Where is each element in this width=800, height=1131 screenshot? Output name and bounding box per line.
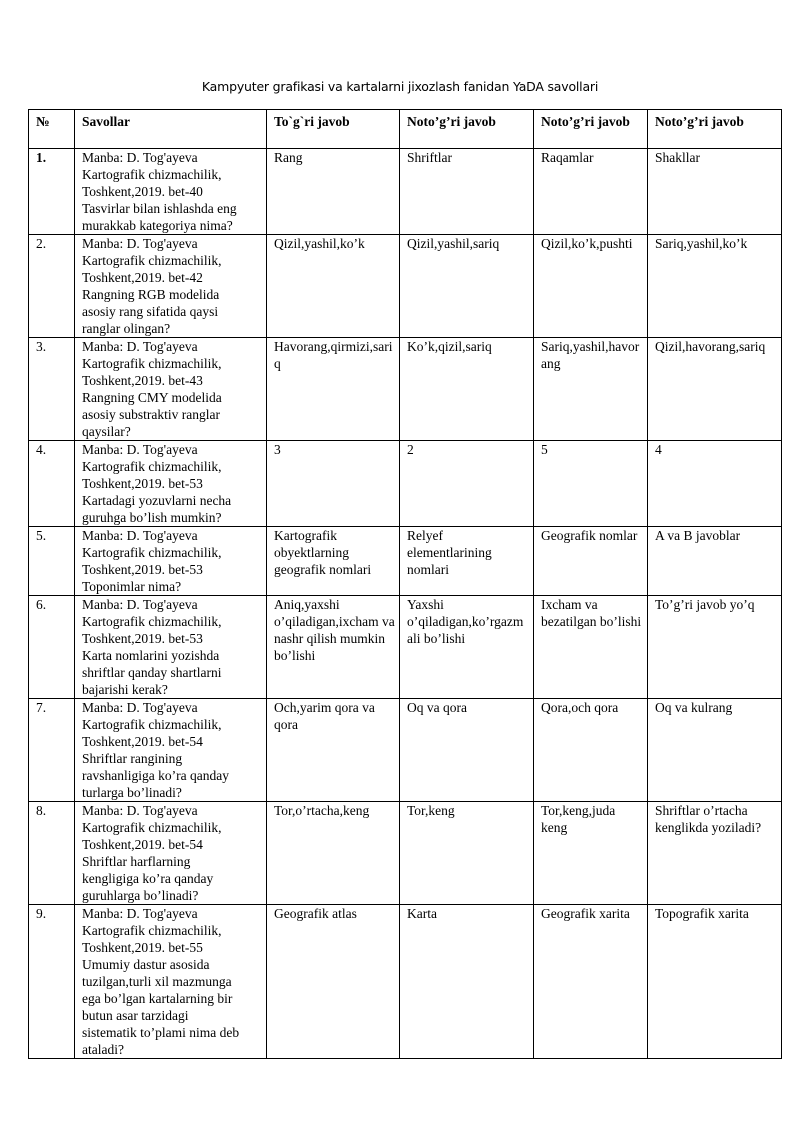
table-row xyxy=(29,235,782,338)
question-line: ataladi? xyxy=(82,1042,124,1057)
question-number: 3. xyxy=(29,338,75,441)
correct-answer: Qizil,yashil,ko’k xyxy=(267,235,400,338)
question-text xyxy=(75,441,267,527)
question-line: asosiy substraktiv ranglar xyxy=(82,407,220,422)
question-text xyxy=(75,905,267,1059)
question-text xyxy=(75,235,267,338)
wrong-answer-2: Raqamlar xyxy=(534,149,648,235)
correct-answer: Tor,o’rtacha,keng xyxy=(267,802,400,905)
question-line: Shriftlar harflarning xyxy=(82,854,191,869)
wrong-answer-2: Geografik xarita xyxy=(534,905,648,1059)
header-wrong-answer-1: Noto’g’ri javob xyxy=(400,110,534,149)
wrong-answer-1: Oq va qora xyxy=(400,699,534,802)
question-number: 8. xyxy=(29,802,75,905)
question-line: Toshkent,2019. bet-54 xyxy=(82,734,203,749)
question-line: kengligiga ko’ra qanday xyxy=(82,871,214,886)
wrong-answer-3: Topografik xarita xyxy=(648,905,782,1059)
question-number: 1. xyxy=(29,149,75,235)
question-line: turlarga bo’linadi? xyxy=(82,785,182,800)
table-row xyxy=(29,802,782,905)
wrong-answer-1: Tor,keng xyxy=(400,802,534,905)
wrong-answer-2: Geografik nomlar xyxy=(534,527,648,596)
question-line: Kartadagi yozuvlarni necha xyxy=(82,493,232,508)
question-line: Karta nomlarini yozishda xyxy=(82,648,220,663)
wrong-answer-3: Shakllar xyxy=(648,149,782,235)
question-text xyxy=(75,802,267,905)
question-line: Kartografik chizmachilik, xyxy=(82,923,222,938)
wrong-answer-2: Qizil,ko’k,pushti xyxy=(534,235,648,338)
header-number: № xyxy=(29,110,75,149)
table-header-row xyxy=(29,110,782,149)
question-line: Umumiy dastur asosida xyxy=(82,957,210,972)
wrong-answer-2: Qora,och qora xyxy=(534,699,648,802)
table-row xyxy=(29,149,782,235)
question-line: Kartografik chizmachilik, xyxy=(82,253,222,268)
wrong-answer-1: Relyef elementlarining nomlari xyxy=(400,527,534,596)
question-line: Toshkent,2019. bet-54 xyxy=(82,837,203,852)
correct-answer: Geografik atlas xyxy=(267,905,400,1059)
table-row xyxy=(29,699,782,802)
question-line: Manba: D. Tog'ayeva xyxy=(82,150,198,165)
question-line: Manba: D. Tog'ayeva xyxy=(82,442,198,457)
question-number: 9. xyxy=(29,905,75,1059)
question-text xyxy=(75,699,267,802)
question-line: Kartografik chizmachilik, xyxy=(82,459,222,474)
table-row xyxy=(29,905,782,1059)
question-line: Manba: D. Tog'ayeva xyxy=(82,803,198,818)
correct-answer: Och,yarim qora va qora xyxy=(267,699,400,802)
question-line: Rangning CMY modelida xyxy=(82,390,222,405)
wrong-answer-3: 4 xyxy=(648,441,782,527)
wrong-answer-1: Ko’k,qizil,sariq xyxy=(400,338,534,441)
question-line: Toponimlar nima? xyxy=(82,579,182,594)
question-line: Manba: D. Tog'ayeva xyxy=(82,236,198,251)
question-line: tuzilgan,turli xil mazmunga xyxy=(82,974,232,989)
question-line: Manba: D. Tog'ayeva xyxy=(82,528,198,543)
question-line: sistematik to’plami nima deb xyxy=(82,1025,240,1040)
question-line: Kartografik chizmachilik, xyxy=(82,356,222,371)
wrong-answer-3: To’g’ri javob yo’q xyxy=(648,596,782,699)
question-line: Toshkent,2019. bet-53 xyxy=(82,562,203,577)
question-text xyxy=(75,338,267,441)
wrong-answer-1: 2 xyxy=(400,441,534,527)
question-line: guruhga bo’lish mumkin? xyxy=(82,510,222,525)
page-title: Kampyuter grafikasi va kartalarni jixozlash fanidan YaDA savollari xyxy=(201,79,599,94)
question-line: ega bo’lgan kartalarning bir xyxy=(82,991,233,1006)
question-line: asosiy rang sifatida qaysi xyxy=(82,304,219,319)
question-number: 5. xyxy=(29,527,75,596)
question-line: Manba: D. Tog'ayeva xyxy=(82,700,198,715)
table-row xyxy=(29,527,782,596)
question-line: murakkab kategoriya nima? xyxy=(82,218,233,233)
question-line: guruhlarga bo’linadi? xyxy=(82,888,199,903)
question-number: 2. xyxy=(29,235,75,338)
wrong-answer-3: A va B javoblar xyxy=(648,527,782,596)
question-number: 4. xyxy=(29,441,75,527)
wrong-answer-3: Shriftlar o’rtacha kenglikda yoziladi? xyxy=(648,802,782,905)
question-line: Tasvirlar bilan ishlashda eng xyxy=(82,201,237,216)
correct-answer: Aniq,yaxshi o’qiladigan,ixcham va nashr qilish mumkin bo’lishi xyxy=(267,596,400,699)
question-line: shriftlar qanday shartlarni xyxy=(82,665,222,680)
question-line: bajarishi kerak? xyxy=(82,682,168,697)
question-line: Kartografik chizmachilik, xyxy=(82,614,222,629)
wrong-answer-3: Oq va kulrang xyxy=(648,699,782,802)
question-line: Kartografik chizmachilik, xyxy=(82,167,222,182)
correct-answer: 3 xyxy=(267,441,400,527)
question-line: Shriftlar rangining xyxy=(82,751,183,766)
table-row xyxy=(29,596,782,699)
correct-answer: Rang xyxy=(267,149,400,235)
wrong-answer-2: Tor,keng,juda keng xyxy=(534,802,648,905)
header-questions: Savollar xyxy=(75,110,267,149)
question-line: qaysilar? xyxy=(82,424,131,439)
wrong-answer-3: Qizil,havorang,sariq xyxy=(648,338,782,441)
correct-answer: Havorang,qirmizi,sariq xyxy=(267,338,400,441)
question-line: ranglar olingan? xyxy=(82,321,171,336)
wrong-answer-2: Sariq,yashil,havorang xyxy=(534,338,648,441)
question-text xyxy=(75,149,267,235)
table-row xyxy=(29,441,782,527)
wrong-answer-1: Yaxshi o’qiladigan,ko’rgazmali bo’lishi xyxy=(400,596,534,699)
question-line: Manba: D. Tog'ayeva xyxy=(82,597,198,612)
question-line: Kartografik chizmachilik, xyxy=(82,545,222,560)
header-wrong-answer-3: Noto’g’ri javob xyxy=(648,110,782,149)
wrong-answer-3: Sariq,yashil,ko’k xyxy=(648,235,782,338)
question-number: 6. xyxy=(29,596,75,699)
wrong-answer-1: Shriftlar xyxy=(400,149,534,235)
wrong-answer-2: 5 xyxy=(534,441,648,527)
question-line: Toshkent,2019. bet-43 xyxy=(82,373,203,388)
question-line: Toshkent,2019. bet-42 xyxy=(82,270,203,285)
wrong-answer-2: Ixcham va bezatilgan bo’lishi xyxy=(534,596,648,699)
question-line: Toshkent,2019. bet-53 xyxy=(82,631,203,646)
question-number: 7. xyxy=(29,699,75,802)
correct-answer: Kartografik obyektlarning geografik nomlari xyxy=(267,527,400,596)
question-line: Kartografik chizmachilik, xyxy=(82,820,222,835)
header-correct-answer: To`g`ri javob xyxy=(267,110,400,149)
wrong-answer-1: Karta xyxy=(400,905,534,1059)
question-line: Manba: D. Tog'ayeva xyxy=(82,339,198,354)
question-line: Toshkent,2019. bet-55 xyxy=(82,940,203,955)
question-line: Rangning RGB modelida xyxy=(82,287,220,302)
question-line: butun asar tarzidagi xyxy=(82,1008,189,1023)
question-line: Kartografik chizmachilik, xyxy=(82,717,222,732)
question-line: Toshkent,2019. bet-40 xyxy=(82,184,203,199)
questions-table xyxy=(28,109,782,1059)
table-row xyxy=(29,338,782,441)
header-wrong-answer-2: Noto’g’ri javob xyxy=(534,110,648,149)
question-line: Manba: D. Tog'ayeva xyxy=(82,906,198,921)
question-line: Toshkent,2019. bet-53 xyxy=(82,476,203,491)
question-text xyxy=(75,596,267,699)
question-text xyxy=(75,527,267,596)
question-line: ravshanligiga ko’ra qanday xyxy=(82,768,229,783)
wrong-answer-1: Qizil,yashil,sariq xyxy=(400,235,534,338)
